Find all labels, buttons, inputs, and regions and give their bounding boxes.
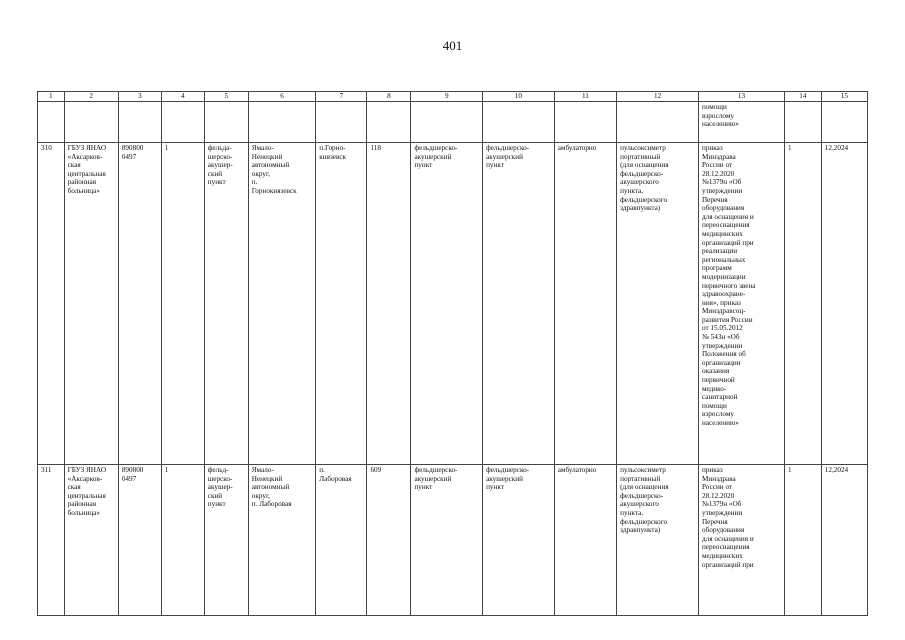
- header-cell: 10: [483, 92, 555, 102]
- population-cell: 609: [367, 465, 411, 616]
- header-cell: 3: [118, 92, 161, 102]
- address-cell: Ямало- Ненецкий автономный округ, п. Горнокнязевск: [248, 143, 316, 465]
- address-cell: Ямало- Ненецкий автономный округ, п. Лаборовая: [248, 465, 316, 616]
- header-cell: 14: [784, 92, 821, 102]
- page-number: 401: [442, 38, 463, 53]
- basis-cell: помощи взрослому населению»: [698, 102, 784, 143]
- date-cell: 12,2024: [821, 465, 867, 616]
- header-cell: 2: [64, 92, 118, 102]
- unit-from-cell: фельдшерско- акушерский пункт: [411, 143, 483, 465]
- header-cell: 8: [367, 92, 411, 102]
- settlement-cell: п. Лаборовая: [316, 465, 367, 616]
- header-row: [38, 92, 868, 102]
- header-cell: 13: [698, 92, 784, 102]
- unit-from-cell: фельдшерско- акушерский пункт: [411, 465, 483, 616]
- header-cell: 1: [38, 92, 65, 102]
- organization-cell: ГБУЗ ЯНАО «Аксарков- ская центральная районная больница»: [64, 143, 118, 465]
- care-cell: амбулаторно: [554, 143, 616, 465]
- header-cell: 5: [204, 92, 248, 102]
- organization-cell: ГБУЗ ЯНАО «Аксарков- ская центральная районная больница»: [64, 465, 118, 616]
- header-cell: 11: [554, 92, 616, 102]
- table-row: [38, 143, 868, 465]
- equipment-cell: пульсоксиметр портативный (для оснащения фельдшерско- акушерского пункта, фельдшерского здравпункта): [617, 465, 699, 616]
- population-cell: 118: [367, 143, 411, 465]
- row-number: 310: [38, 143, 65, 465]
- settlement-cell: п.Горно- князевск: [316, 143, 367, 465]
- row-number: 311: [38, 465, 65, 616]
- unit-type-cell: фельд- шерско- акушер- ский пункт: [204, 465, 248, 616]
- count-cell: 1: [784, 143, 821, 465]
- care-cell: амбулаторно: [554, 465, 616, 616]
- code-cell: 890800 0497: [118, 465, 161, 616]
- header-cell: 7: [316, 92, 367, 102]
- equipment-cell: пульсоксиметр портативный (для оснащения фельдшерско- акушерского пункта, фельдшерского здравпункта): [617, 143, 699, 465]
- header-cell: 15: [821, 92, 867, 102]
- quantity-cell: 1: [161, 465, 204, 616]
- unit-type-cell: фельда- шерско- акушер- ский пункт: [204, 143, 248, 465]
- continuation-row: [38, 102, 868, 143]
- unit-to-cell: фельдшерско- акушерский пункт: [483, 465, 555, 616]
- header-cell: 9: [411, 92, 483, 102]
- header-cell: 12: [617, 92, 699, 102]
- header-cell: 6: [248, 92, 316, 102]
- table-row: [38, 465, 868, 616]
- unit-to-cell: фельдшерско- акушерский пункт: [483, 143, 555, 465]
- basis-cell: приказ Минздрава России от 28.12.2020 №1379н «Об утверждении Перечня оборудования для оснащения и переоснащения медицинских организаций при реализации региональных программ модернизации первичного звена здравоохране- ния», приказ Минздравсоц- развития России от 15.05.2012 № 543н «Об утверждении Положения об организации оказания первичной медико- санитарной помощи взрослому населению»: [698, 143, 784, 465]
- quantity-cell: 1: [161, 143, 204, 465]
- equipment-table: [37, 91, 868, 616]
- basis-cell: приказ Минздрава России от 28.12.2020 №1379н «Об утверждении Перечня оборудования для оснащения и переоснащения медицинских организаций при: [698, 465, 784, 616]
- code-cell: 890800 0497: [118, 143, 161, 465]
- count-cell: 1: [784, 465, 821, 616]
- date-cell: 12,2024: [821, 143, 867, 465]
- header-cell: 4: [161, 92, 204, 102]
